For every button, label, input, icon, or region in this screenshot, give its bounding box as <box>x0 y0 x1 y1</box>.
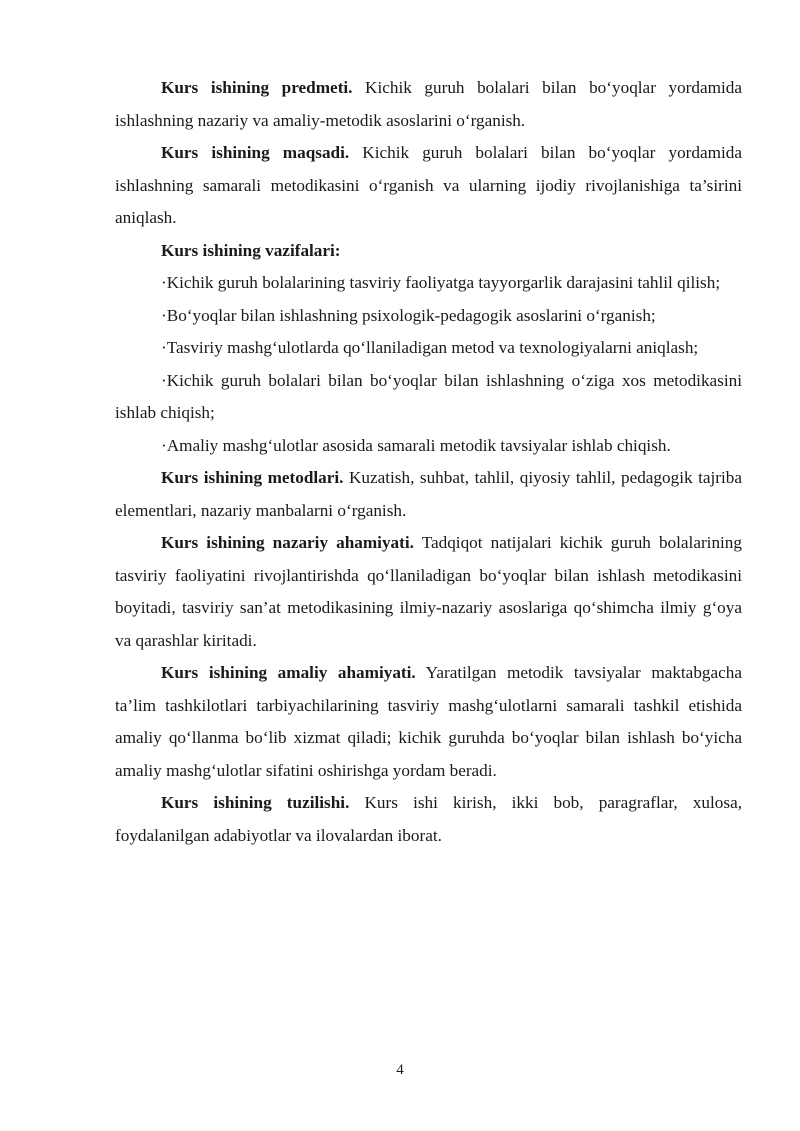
paragraph-practical-significance <box>115 657 742 787</box>
task-item <box>115 365 742 430</box>
paragraph-heading: Kurs ishining tuzilishi. <box>161 793 350 812</box>
task-item <box>115 267 742 300</box>
paragraph-methods <box>115 462 742 527</box>
page-number: 4 <box>396 1062 404 1078</box>
page-body <box>115 72 742 852</box>
paragraph-subject <box>115 72 742 137</box>
paragraph-tasks-heading <box>115 235 742 268</box>
paragraph-text: Yaratilgan metodik tavsiyalar maktabgacha ta’lim tashkilotlari tarbiyachilarining tasviriy mashg‘ulotlarni samarali tashkil etishida amaliy qo‘llanma bo‘lib xizmat qiladi; kichik guruhda bo‘yoqlar bilan ishlash bo‘yicha amaliy mashg‘ulotlar sifatini oshirishga yordam beradi. <box>115 663 742 780</box>
paragraph-theoretical-significance <box>115 527 742 657</box>
paragraph-structure <box>115 787 742 852</box>
paragraph-heading: Kurs ishining predmeti. <box>161 78 353 97</box>
paragraph-text: ·Kichik guruh bolalarining tasviriy faoliyatga tayyorgarlik darajasini tahlil qilish; <box>161 273 721 292</box>
paragraph-text: Kichik guruh bolalari bilan bo‘yoqlar yordamida ishlashning samarali metodikasini o‘rganish va ularning ijodiy rivojlanishiga ta’sirini aniqlash. <box>115 143 742 227</box>
paragraph-text: Kuzatish, suhbat, tahlil, qiyosiy tahlil, pedagogik tajriba elementlari, nazariy manbalarni o‘rganish. <box>115 468 743 520</box>
task-item <box>115 430 742 463</box>
paragraph-goal <box>115 137 742 235</box>
paragraph-text: ·Tasviriy mashg‘ulotlarda qo‘llaniladigan metod va texnologiyalarni aniqlash; <box>161 338 699 357</box>
paragraph-text: ·Amaliy mashg‘ulotlar asosida samarali metodik tavsiyalar ishlab chiqish. <box>161 435 671 455</box>
paragraph-heading: Kurs ishining maqsadi. <box>161 143 350 162</box>
paragraph-heading: Kurs ishining amaliy ahamiyati. <box>161 663 416 682</box>
paragraph-text: ·Bo‘yoqlar bilan ishlashning psixologik-pedagogik asoslarini o‘rganish; <box>161 305 656 325</box>
task-item <box>115 300 742 333</box>
paragraph-text: ·Kichik guruh bolalari bilan bo‘yoqlar bilan ishlashning o‘ziga xos metodikasini ishlab chiqish; <box>115 370 742 422</box>
task-item <box>115 332 742 365</box>
paragraph-text: Kichik guruh bolalari bilan bo‘yoqlar yordamida ishlashning nazariy va amaliy-metodik asoslarini o‘rganish. <box>115 78 742 130</box>
paragraph-heading: Kurs ishining nazariy ahamiyati. <box>161 533 414 552</box>
paragraph-text: Kurs ishi kirish, ikki bob, paragraflar, xulosa, foydalanilgan adabiyotlar va ilovalardan iborat. <box>115 793 742 845</box>
paragraph-heading: Kurs ishining vazifalari: <box>161 240 341 260</box>
paragraph-text: Tadqiqot natijalari kichik guruh bolalarining tasviriy faoliyatini rivojlantirishda qo‘llaniladigan bo‘yoqlar bilan ishlash metodikasini boyitadi, tasviriy san’at metodikasining ilmiy-nazariy asoslariga qo‘shimcha ilmiy g‘oya va qarashlar kiritadi. <box>115 533 742 650</box>
paragraph-heading: Kurs ishining metodlari. <box>161 468 344 487</box>
